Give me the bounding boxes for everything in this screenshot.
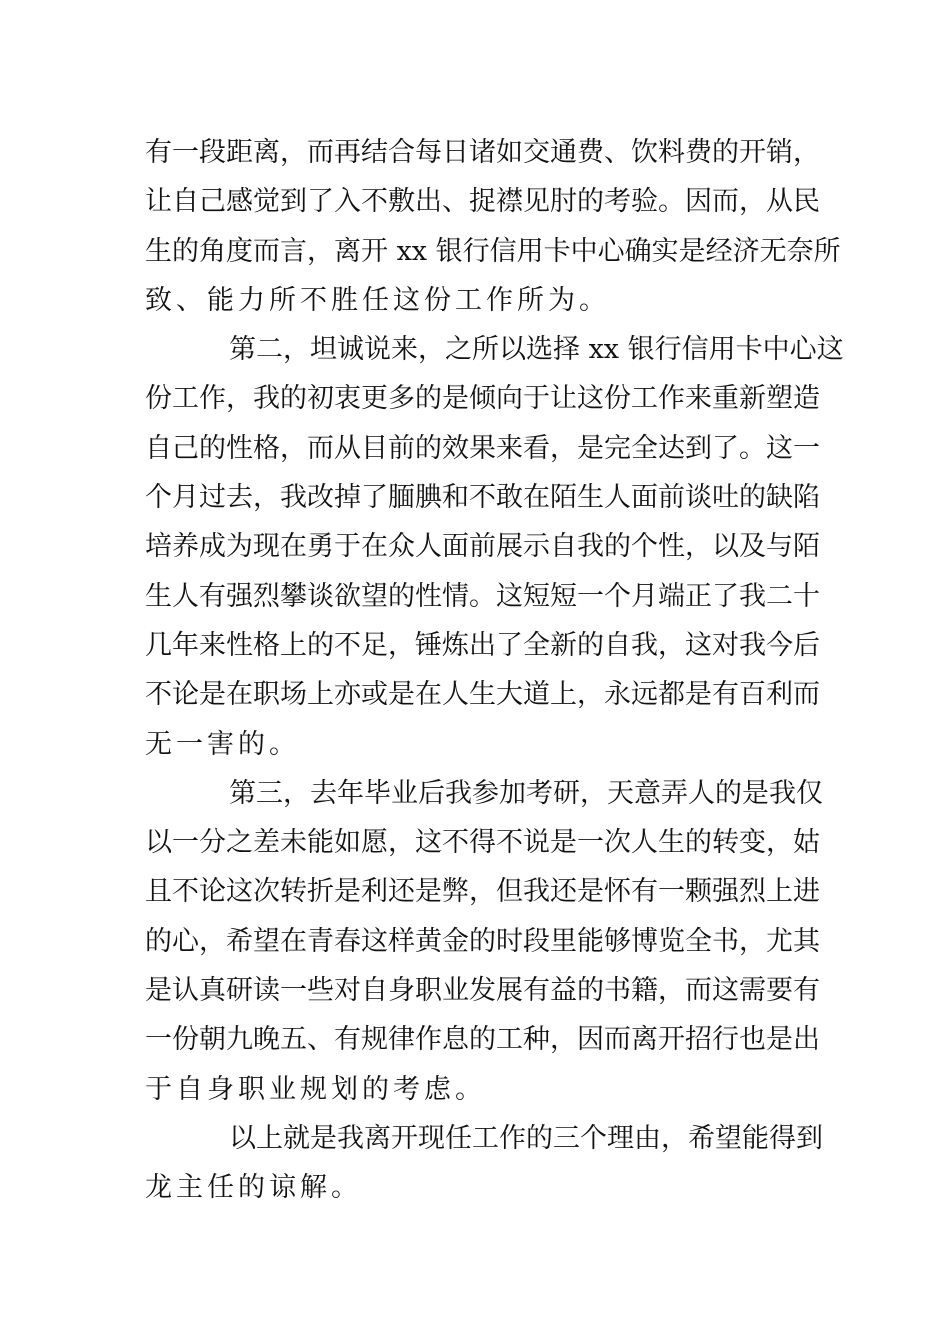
text-line: 一份朝九晚五、有规律作息的工种，因而离开招行也是出 [145, 1024, 820, 1056]
text-line: 致、能力所不胜任这份工作所为。 [145, 284, 610, 316]
text-line: 且不论这次转折是利还是弊，但我还是怀有一颗强烈上进 [145, 876, 820, 908]
paragraph-4 [145, 1114, 823, 1213]
text-line: 龙主任的谅解。 [145, 1172, 362, 1204]
text-line: 第三，去年毕业后我参加考研，天意弄人的是我仅 [229, 777, 823, 809]
text-line: 培养成为现在勇于在众人面前展示自我的个性，以及与陌 [145, 531, 820, 563]
text-line: 无一害的。 [145, 728, 300, 760]
text-line: 份工作，我的初衷更多的是倾向于让这份工作来重新塑造 [145, 383, 820, 415]
paragraph-3 [145, 769, 823, 1114]
text-line: 的心，希望在青春这样黄金的时段里能够博览全书，尤其 [145, 925, 820, 957]
text-line: 第二，坦诚说来，之所以选择 xx 银行信用卡中心这 [229, 334, 844, 366]
document-body [145, 128, 844, 1213]
text-line: 自己的性格，而从目前的效果来看，是完全达到了。这一 [145, 432, 820, 464]
text-line: 生人有强烈攀谈欲望的性情。这短短一个月端正了我二十 [145, 580, 820, 612]
text-line: 个月过去，我改掉了腼腆和不敢在陌生人面前谈吐的缺陷 [145, 482, 820, 514]
text-line: 让自己感觉到了入不敷出、捉襟见肘的考验。因而，从民 [145, 186, 820, 218]
paragraph-1 [145, 128, 841, 325]
text-line: 有一段距离，而再结合每日诸如交通费、饮料费的开销， [145, 137, 820, 168]
paragraph-2 [145, 325, 844, 769]
text-line: 于自身职业规划的考虑。 [145, 1073, 486, 1105]
text-line: 不论是在职场上亦或是在人生大道上，永远都是有百利而 [145, 679, 820, 711]
text-line: 几年来性格上的不足，锤炼出了全新的自我，这对我今后 [145, 629, 820, 661]
text-line: 是认真研读一些对自身职业发展有益的书籍，而这需要有 [145, 975, 820, 1007]
text-line: 以一分之差未能如愿，这不得不说是一次人生的转变，姑 [145, 827, 820, 859]
text-line: 以上就是我离开现任工作的三个理由，希望能得到 [229, 1122, 823, 1154]
text-line: 生的角度而言，离开 xx 银行信用卡中心确实是经济无奈所 [145, 235, 841, 267]
